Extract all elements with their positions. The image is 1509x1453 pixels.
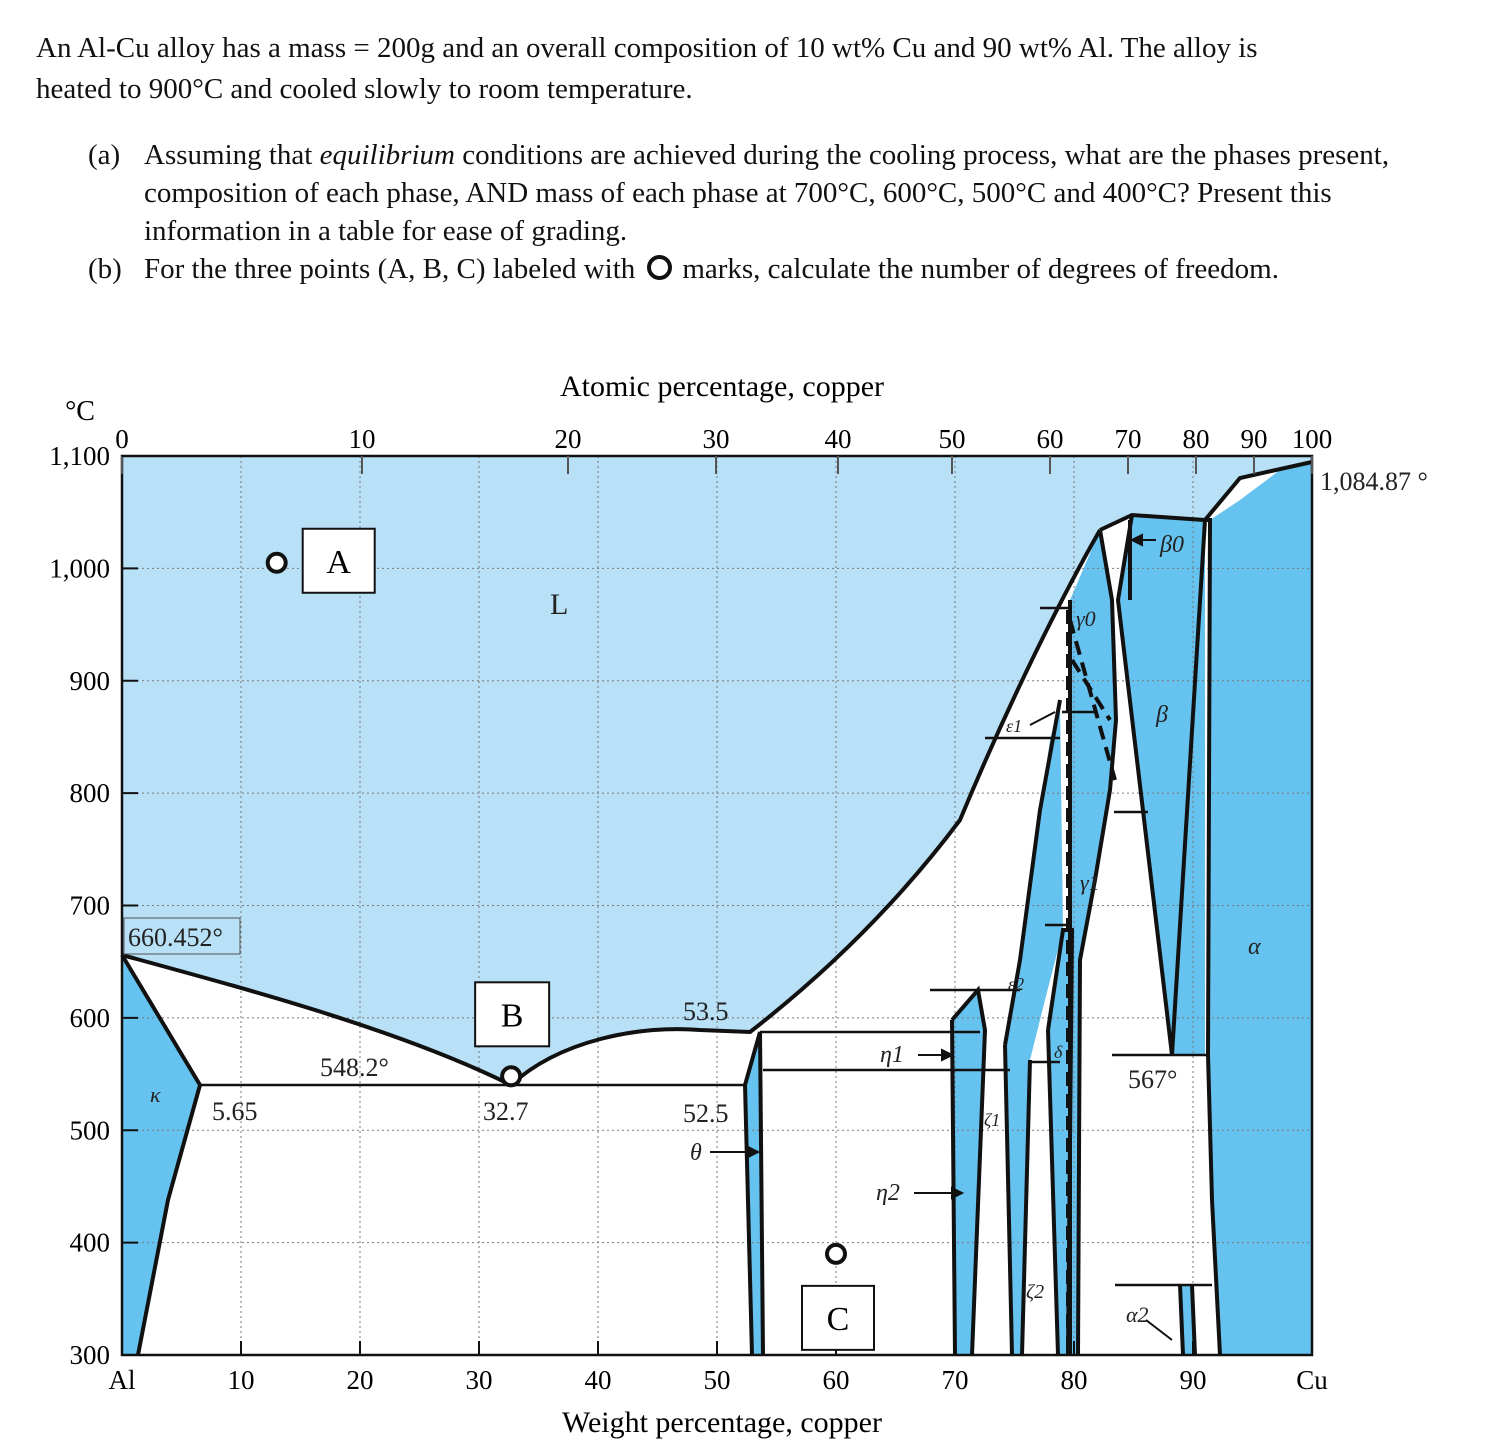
phase-label-zeta1: ζ1 [984,1110,1001,1130]
phase-label-gamma1: γ1 [1080,870,1100,895]
point-label-c: C [826,1300,850,1338]
y-tick-label: 900 [69,665,110,696]
top-tick-label: 10 [348,424,376,454]
question-b-label: (b) [88,253,122,285]
top-tick-label: 80 [1182,424,1210,454]
top-tick-label: 30 [702,424,730,454]
question-b-text [144,250,1464,288]
x-tick-label: 30 [465,1365,493,1395]
phase-label-kappa: κ [150,1082,161,1107]
cu-melting-label: 1,084.87 ° [1320,467,1428,496]
question-a-post: conditions are achieved during the cooling process, what are the phases present, composition of each phase, AND mass of each phase at 700°C, 600°C, 500°C and 400°C? Present this information in a table for ease of grading. [144,139,1390,247]
question-b-pre: For the three points (A, B, C) labeled with [144,253,636,285]
point-marker-b [502,1067,520,1085]
x-tick-label: 80 [1060,1365,1088,1395]
point-marker-a [268,554,286,572]
al-melting-label: 660.452° [128,923,223,952]
x-tick-label: 60 [822,1365,850,1395]
phase-label-eta2: η2 [876,1180,900,1206]
phase-label-theta: θ [690,1140,702,1166]
top-tick-label: 50 [938,424,966,454]
y-tick-label: 400 [69,1227,110,1258]
alpha-region [1208,462,1312,1355]
theta-comp-label: 52.5 [683,1099,729,1128]
point-marker-c [827,1245,845,1263]
phase-label-zeta2: ζ2 [1026,1281,1045,1303]
y-tick-label: 700 [69,890,110,921]
y-axis-unit: °C [65,396,95,427]
top-tick-label: 90 [1240,424,1268,454]
top-tick-label: 100 [1291,424,1333,454]
circle-marker-icon [647,255,672,280]
phase-label-eps2: ε2 [1008,974,1025,994]
question-a-pre: Assuming that [144,139,320,171]
x-tick-label: Cu [1296,1365,1328,1395]
liquidus-max-label: 53.5 [683,997,729,1026]
phase-label-alpha2: α2 [1126,1302,1149,1327]
point-label-b: B [500,997,524,1035]
x-tick-label: 50 [703,1365,731,1395]
x-tick-label: 70 [941,1365,969,1395]
y-tick-label: 600 [69,1002,110,1033]
top-tick-label: 60 [1036,424,1064,454]
point-label-a: A [326,543,351,581]
phase-label-eps1: ε1 [1006,716,1023,736]
top-tick-label: 70 [1114,424,1142,454]
y-tick-label: 1,100 [49,441,110,471]
phase-label-gamma0: γ0 [1076,606,1096,631]
question-b-post: marks, calculate the number of degrees of freedom. [682,253,1279,285]
eutectic-comp-label: 32.7 [483,1097,529,1126]
x-tick-label: Al [108,1365,136,1395]
phase-diagram [0,360,1509,1453]
x-tick-label: 10 [227,1365,255,1395]
x-tick-label: 90 [1179,1365,1207,1395]
y-tick-label: 1,000 [49,553,110,584]
phase-label-beta: β [1156,702,1168,728]
top-tick-label: 20 [554,424,582,454]
intro-line-1: An Al-Cu alloy has a mass = 200g and an overall composition of 10 wt% Cu and 90 wt% Al. The alloy is [36,32,1258,64]
question-a-text [144,136,1464,250]
top-tick-label: 0 [115,424,129,454]
y-tick-label: 300 [69,1340,110,1370]
x-tick-label: 40 [584,1365,612,1395]
question-a-label: (a) [88,139,121,171]
phase-label-liquid: L [550,588,569,621]
phase-label-alpha: α [1248,934,1261,960]
eutectic-temp-label: 548.2° [320,1053,389,1082]
eutectoid-temp-label: 567° [1128,1065,1178,1094]
phase-label-beta0: β0 [1160,532,1184,558]
phase-label-eta1: η1 [880,1042,904,1068]
problem-intro [36,28,1476,110]
y-tick-label: 500 [69,1115,110,1146]
y-tick-label: 800 [69,778,110,809]
top-axis-title: Atomic percentage, copper [559,370,885,403]
question-a-emphasis: equilibrium [319,139,455,171]
x-axis-title: Weight percentage, copper [562,1406,882,1439]
phase-label-delta: δ [1054,1042,1063,1062]
top-tick-label: 40 [824,424,852,454]
x-tick-label: 20 [346,1365,374,1395]
intro-line-2: heated to 900°C and cooled slowly to room temperature. [36,73,693,105]
kappa-limit-label: 5.65 [212,1097,258,1126]
